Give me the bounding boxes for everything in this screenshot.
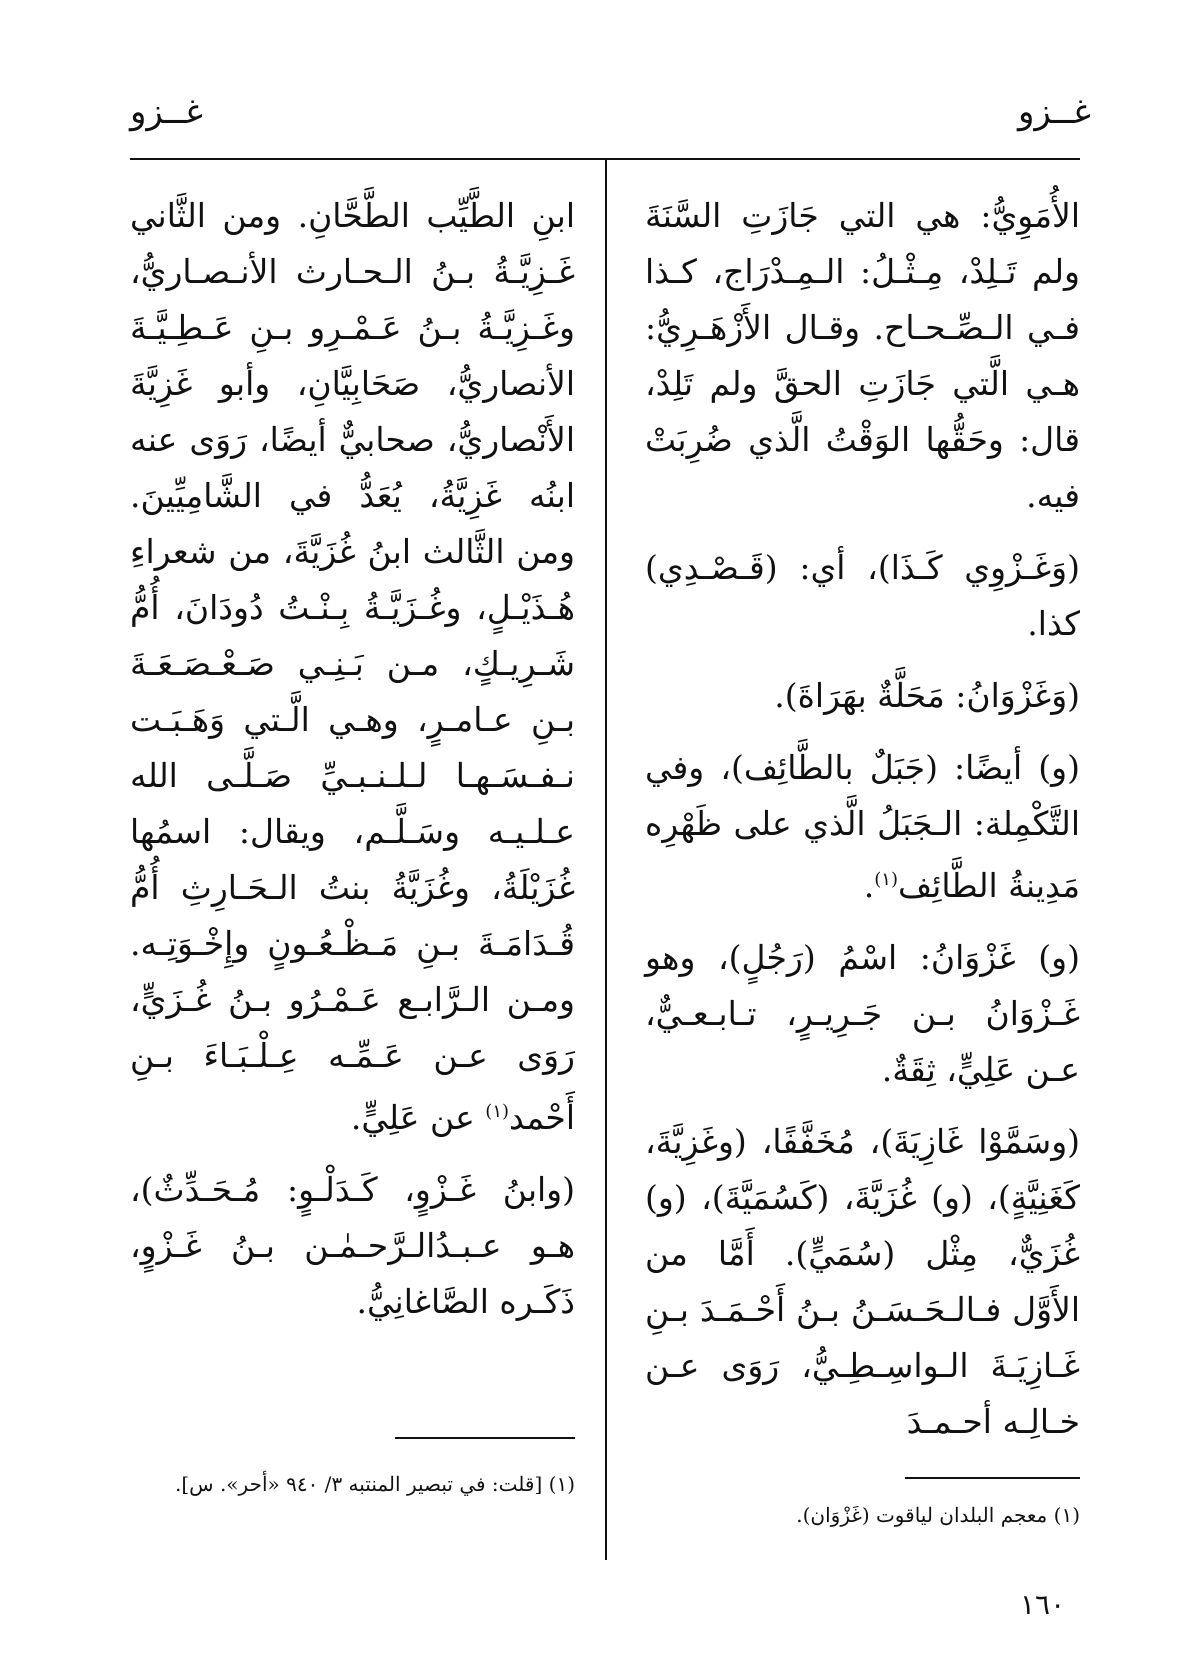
paragraph-tail: عن عَلِيٍّ.: [350, 1098, 486, 1137]
paragraph: الأُمَوِيُّ: هي التي جَازَتِ السَّنَةَ ولم تَـلِدْ، مِـثْـلُ: الـمِـدْرَاج، كـذا فـي الـصِّـحـاح. وقـال الأَزْهَـرِيُّ: هـي الَّتي جَازَتِ الحقَّ ولم تَلِدْ، قال: وحَقُّها الوَقْتُ الَّذي ضُرِبَتْ فيه.: [645, 196, 1080, 515]
column-divider: [605, 158, 607, 1560]
paragraph: (و) غَزْوَانُ: اسْمُ (رَجُلٍ)، وهو غَـزْوَانُ بـن جَـرِيـرٍ، تـابـعـيٌّ، عـن عَلِيٍّ، ثِقَةٌ.: [645, 938, 1080, 1089]
footnote-right: (١) معجم البلدان لياقوت (غَزْوَان).: [796, 1503, 1080, 1527]
page-number: ١٦٠: [1020, 1588, 1066, 1621]
header-word-right: غــزو: [1018, 92, 1091, 132]
footnote-left: (١) [قلت: في تبصير المنتبه ٣/ ٩٤٠ «أحر». س].: [175, 1472, 575, 1496]
footnote-marker: (١): [485, 1101, 510, 1122]
paragraph-text: ابنِ الطَّيِّب الطَّحَّانِ. ومن الثَّاني غَـزِيَّـةُ بـنُ الـحـارث الأنـصـاريُّ، وغَـزِيَّـةُ بـنُ عَـمْـرِو بـنِ عَـطِـيَّـةَ الأنصاريُّ، صَحَابِيَّانِ، وأبو غَزِيَّةَ الأَنْصاريُّ، صحابيٌّ أيضًا، رَوَى عنه ابنُه غَزِيَّةُ، يُعَدُّ في الشَّامِيِّينَ. ومن الثَّالث ابنُ غُزَيَّةَ، من شعراءِ هُـذَيْـلٍ، وغُـزَيَّـةُ بِـنْـتُ دُودَانَ، أُمُّ شَـرِيـكٍ، مـن بَـنِـي صَـعْـصَـعَـةَ بـنِ عـامـرٍ، وهـي الَّـتي وَهَـبَـت نـفـسَـهـا لـلـنـبـيِّ صَـلَّـى الله عـلـيـه وسَـلَّـم، ويقال: اسمُها غُزَيْلَةُ، وغُزَيَّةُ بنتُ الـحَـارِثِ أُمُّ قُـدَامَـةَ بـنِ مَـظْـعُـونٍ وإِخْـوَتِـه. ومـن الـرَّابـع عَـمْـرُو بـنُ غُـزَيٍّ، رَوَى عـن عَـمِّـه عِـلْـبَـاءَ بـنِ أَحْمد: [130, 196, 575, 1137]
paragraph: (وَغَـزْوِي كَـذَا)، أي: (قَـصْـدِي) كذا.: [645, 548, 1080, 643]
footnote-rule-right: [905, 1477, 1080, 1479]
left-column: [130, 188, 575, 1346]
paragraph-text: (و) أيضًا: (جَبَلٌ بالطَّائِف)، وفي التَّكْمِلة: الـجَبَلُ الَّذي على ظَهْرِه مَدِينةُ الطَّائِف: [645, 748, 1080, 905]
paragraph: (وَغَزْوَانُ: مَحَلَّةٌ بهَرَاةَ).: [774, 676, 1080, 715]
paragraph: (وابنُ غَـزْوٍ، كَـدَلْـوٍ: مُـحَـدِّثٌ)، هـو عـبـدُالـرَّحـمٰـن بـنُ غَـزْوٍ، ذَكَـره الصَّاغانِيُّ.: [130, 1170, 575, 1321]
header-word-left: غــزو: [130, 92, 203, 132]
paragraph-with-note: [130, 188, 575, 1146]
right-column: [645, 188, 1080, 1466]
footnote-marker: (١): [874, 869, 898, 890]
paragraph: (وسَمَّوْا غَازِيَةَ)، مُخَفَّفًا، (وغَزِيَّةَ، كَغَنِيَّةٍ)، (و) غُزَيَّةَ، (كَسُمَيَّةَ)، (و) غُزَيٌّ، مِثْل (سُمَيٍّ). أَمَّا من الأَوَّل فـالـحَـسَـنُ بـنُ أَحْـمَـدَ بـنِ غَـازِيَـةَ الـواسِـطِـيُّ، رَوَى عـن خـالِـه أحـمـدَ: [645, 1122, 1080, 1441]
footnote-rule-left: [395, 1437, 575, 1439]
paragraph-with-note: (و) أيضًا: (جَبَلٌ بالطَّائِف)، وفي التَّكْمِلة: الـجَبَلُ الَّذي على ظَهْرِه مَدِينةُ الطَّائِف$^{(١)}$.: [645, 748, 1080, 905]
